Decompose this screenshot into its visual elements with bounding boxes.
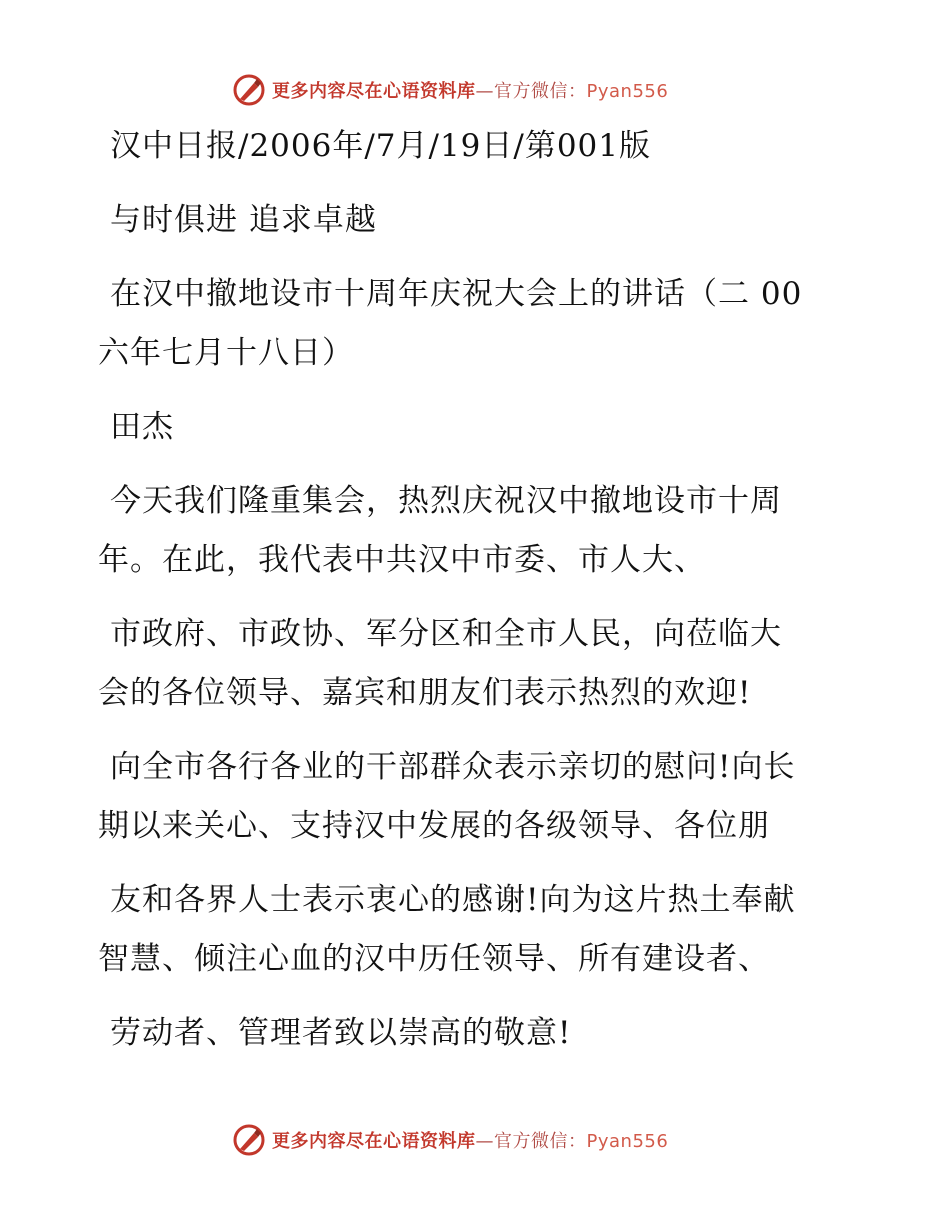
body-line: 市政府、市政协、军分区和全市人民，向莅临大 — [110, 616, 782, 652]
watermark-wechat-id: Pyan556 — [586, 1131, 669, 1152]
body-line: 期以来关心、支持汉中发展的各级领导、各位朋 — [98, 808, 770, 844]
watermark-footer — [232, 1122, 712, 1158]
watermark-header — [232, 72, 712, 108]
article-subtitle-line-2: 六年七月十八日） — [98, 335, 354, 371]
body-line: 向全市各行各业的干部群众表示亲切的慰问!向长 — [110, 749, 796, 785]
watermark-official: 官方微信： — [494, 81, 587, 102]
body-line: 智慧、倾注心血的汉中历任领导、所有建设者、 — [98, 941, 770, 977]
watermark-separator: — — [475, 81, 494, 102]
body-line: 会的各位领导、嘉宾和朋友们表示热烈的欢迎! — [98, 675, 752, 711]
body-line: 年。在此，我代表中共汉中市委、市人大、 — [98, 542, 706, 578]
watermark-text — [272, 1127, 668, 1153]
watermark-text — [272, 77, 668, 103]
watermark-official: 官方微信： — [494, 1131, 587, 1152]
pen-seal-logo-icon — [232, 73, 266, 107]
article-author: 田杰 — [110, 409, 174, 445]
article-headline: 与时俱进 追求卓越 — [110, 202, 377, 238]
watermark-site: 更多内容尽在心语资料库 — [272, 81, 476, 102]
body-line: 今天我们隆重集会，热烈庆祝汉中撤地设市十周 — [110, 483, 782, 519]
body-line: 友和各界人士表示衷心的感谢!向为这片热土奉献 — [110, 882, 796, 918]
pen-seal-logo-icon — [232, 1123, 266, 1157]
article-subtitle-line-1: 在汉中撤地设市十周年庆祝大会上的讲话（二 00 — [110, 276, 803, 312]
watermark-wechat-id: Pyan556 — [586, 81, 669, 102]
article-source: 汉中日报/2006年/7月/19日/第001版 — [110, 128, 652, 164]
watermark-separator: — — [475, 1131, 494, 1152]
watermark-site: 更多内容尽在心语资料库 — [272, 1131, 476, 1152]
body-line: 劳动者、管理者致以崇高的敬意! — [110, 1015, 572, 1051]
